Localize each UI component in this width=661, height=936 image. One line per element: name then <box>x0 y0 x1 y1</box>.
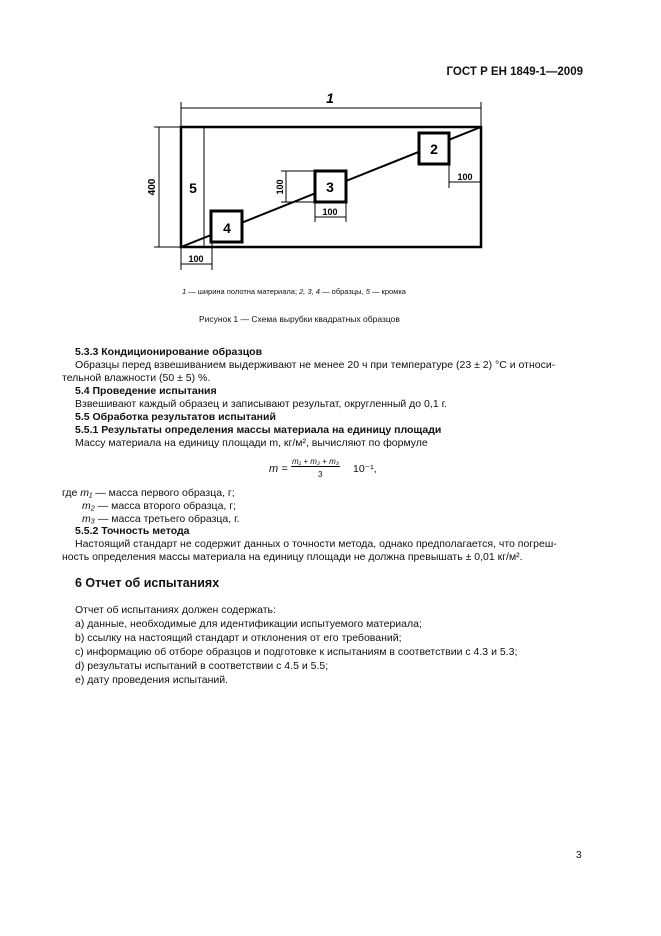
svg-text:100: 100 <box>275 179 285 195</box>
label-width: 1 <box>326 90 334 106</box>
document-code: ГОСТ Р ЕН 1849-1—2009 <box>446 66 583 78</box>
list-item: b) ссылку на настоящий стандарт и отклонения от его требований; <box>75 632 402 644</box>
label-edge: 5 <box>189 180 197 196</box>
figure-caption: Рисунок 1 — Схема вырубки квадратных образцов <box>199 314 400 324</box>
svg-text:100: 100 <box>188 254 204 264</box>
heading-5-3-3: 5.3.3 Кондиционирование образцов <box>75 346 263 358</box>
document-page: ГОСТ Р ЕН 1849-1—2009 1 400 5 2 3 4 100 100 100 100 1 — ширина полотна материала; 2, 3, 4 — образцы, 5 — кромка Рисунок 1 — Схема вырубки квадратных образцов 5.3.3 Кондиционирование образцов Образцы перед взвешиванием выдерживают не менее 20 ч при температуре (23 ± 2) °С и относи- тельной влажности (50 ± 5) %. 5.4 Проведение испытания Взвешивают каждый образец и записывают результат, округленный до 0,1 г. 5.5 Обработка результатов испытаний 5.5.1 Результаты определения массы материала на единицу площади Массу материала на единицу площади m, кг/м², вычисляют по формуле m = m₁ + m₂ + m₃ 3 10⁻¹, где m₁ — масса первого образца, г; m₂ — масса второго образца, г; m₃ — масса третьего образца, г. 5.5.2 Точность метода Настоящий стандарт не содержит данных о точности метода, однако предполагается, что погреш- ность определения массы материала на единицу площади не должна превышать ± 0,01 кг/м². 6 Отчет об испытаниях Отчет об испытаниях должен содержать: a) данные, необходимые для идентификации испытуемого материала; b) ссылку на настоящий стандарт и отклонения от его требований; c) информацию об отборе образцов и подготовке к испытаниям в соответствии с 4.3 и 5.3; d) результаты испытаний в соответствии с 4.5 и 5.5; e) дату проведения испытаний. 3 <box>0 0 661 936</box>
figure-legend: 1 — ширина полотна материала; 2, 3, 4 — образцы, 5 — кромка <box>182 287 406 296</box>
svg-text:100: 100 <box>322 207 338 217</box>
list-item: d) результаты испытаний в соответствии с 4.5 и 5.5; <box>75 660 329 672</box>
heading-5-5: 5.5 Обработка результатов испытаний <box>75 411 276 423</box>
label-sample-3: 3 <box>326 179 334 195</box>
list-item: e) дату проведения испытаний. <box>75 674 229 686</box>
label-sample-4: 4 <box>223 220 231 236</box>
label-height: 400 <box>147 178 158 196</box>
heading-5-4: 5.4 Проведение испытания <box>75 385 217 397</box>
heading-5-5-2: 5.5.2 Точность метода <box>75 525 190 537</box>
figure-sample-cutting-diagram <box>0 0 661 300</box>
label-sample-2: 2 <box>430 141 438 157</box>
list-item: c) информацию об отборе образцов и подготовке к испытаниям в соответствии с 4.3 и 5.3; <box>75 646 518 658</box>
heading-6: 6 Отчет об испытаниях <box>75 576 220 590</box>
where-item: m₂ — масса второго образца, г; <box>82 500 236 512</box>
where-item: m₃ — масса третьего образца, г. <box>82 513 240 525</box>
heading-5-5-1: 5.5.1 Результаты определения массы материала на единицу площади <box>75 424 442 436</box>
page-number: 3 <box>576 850 582 861</box>
where-item: где m₁ — масса первого образца, г; <box>62 487 235 499</box>
list-item: a) данные, необходимые для идентификации испытуемого материала; <box>75 618 422 630</box>
svg-text:100: 100 <box>457 172 473 182</box>
